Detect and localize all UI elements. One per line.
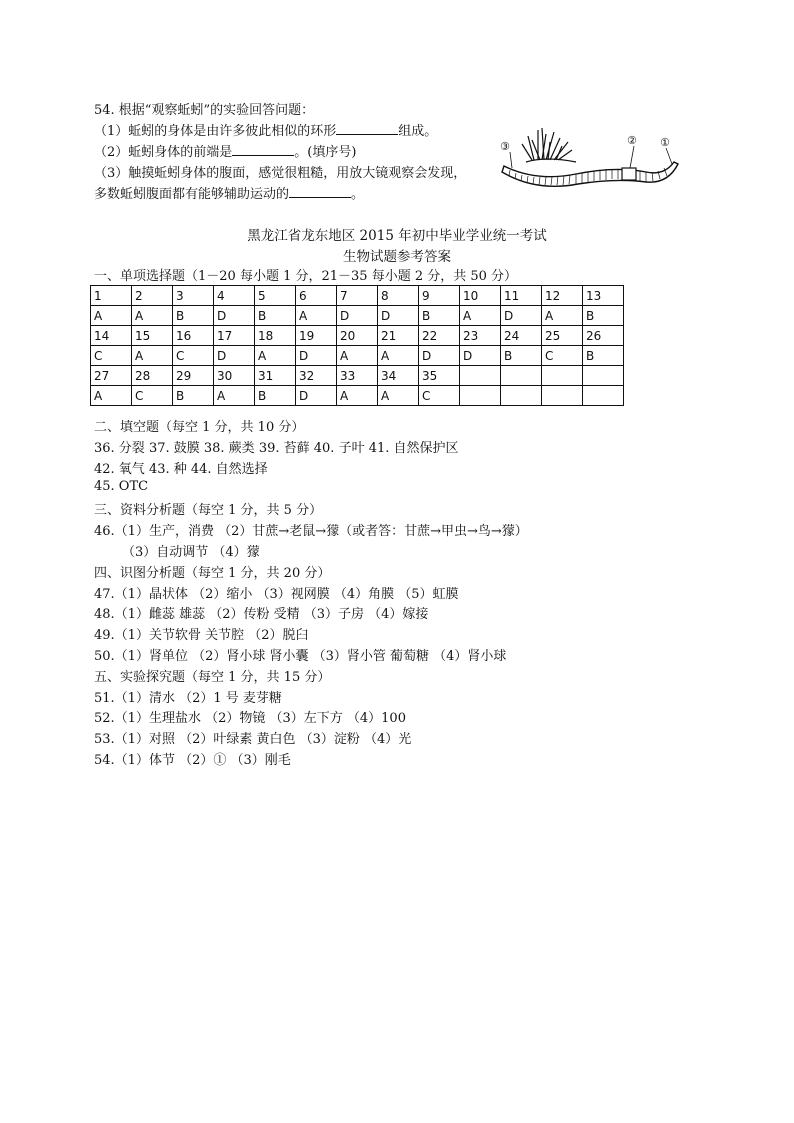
table-cell: A <box>337 346 378 366</box>
choice-answer-table <box>90 285 624 406</box>
table-cell: 28 <box>132 366 173 386</box>
answer-46-line-2: （3）自动调节 （4）獴 <box>122 545 260 560</box>
table-cell <box>460 366 501 386</box>
answer-row <box>91 346 624 366</box>
table-cell: A <box>91 306 132 326</box>
table-cell: A <box>132 346 173 366</box>
table-cell: A <box>378 386 419 406</box>
table-cell: A <box>214 386 255 406</box>
question-number-row <box>91 286 624 306</box>
answer-51: 51.（1）清水 （2）1 号 麦芽糖 <box>94 691 282 706</box>
table-cell: 25 <box>542 326 583 346</box>
table-cell: 10 <box>460 286 501 306</box>
table-cell: 16 <box>173 326 214 346</box>
section-2-heading: 二、填空题（每空 1 分，共 10 分） <box>94 420 305 435</box>
table-cell: 12 <box>542 286 583 306</box>
table-cell: 9 <box>419 286 460 306</box>
table-cell <box>501 366 542 386</box>
answer-45: 45. OTC <box>94 479 149 494</box>
question-54-line-1 <box>94 120 437 139</box>
question-54-title: 54. 根据“观察蚯蚓”的实验回答问题： <box>94 103 315 118</box>
table-cell: 30 <box>214 366 255 386</box>
figure-label-3: ③ <box>500 140 510 153</box>
worm-body <box>502 162 678 186</box>
table-cell: 13 <box>583 286 624 306</box>
grass-icon <box>522 128 576 162</box>
table-cell: A <box>337 386 378 406</box>
question-54-line-2 <box>94 141 356 160</box>
question-number-row <box>91 366 624 386</box>
table-cell: C <box>542 346 583 366</box>
table-cell: 32 <box>296 366 337 386</box>
table-cell: 15 <box>132 326 173 346</box>
table-cell: C <box>132 386 173 406</box>
table-cell: 11 <box>501 286 542 306</box>
table-cell: C <box>173 346 214 366</box>
table-cell: 26 <box>583 326 624 346</box>
table-cell: 20 <box>337 326 378 346</box>
table-cell: A <box>296 306 337 326</box>
table-cell: 14 <box>91 326 132 346</box>
table-cell: B <box>583 306 624 326</box>
answer-row <box>91 306 624 326</box>
table-cell: D <box>460 346 501 366</box>
answer-49: 49.（1）关节软骨 关节腔 （2）脱臼 <box>94 628 309 643</box>
table-cell: 18 <box>255 326 296 346</box>
question-54-line-3: （3）触摸蚯蚓身体的腹面，感觉很粗糙，用放大镜观察会发现， <box>94 166 467 181</box>
table-cell: D <box>419 346 460 366</box>
answers-36-41: 36. 分裂 37. 鼓膜 38. 蕨类 39. 苔藓 40. 子叶 41. 自然保护区 <box>94 441 459 456</box>
table-cell: 4 <box>214 286 255 306</box>
section-1-heading: 一、单项选择题（1－20 每小题 1 分，21－35 每小题 2 分，共 50 分） <box>94 269 518 284</box>
section-5-heading: 五、实验探究题（每空 1 分，共 15 分） <box>94 670 331 685</box>
answer-row <box>91 386 624 406</box>
table-cell: A <box>91 386 132 406</box>
table-cell: 29 <box>173 366 214 386</box>
table-cell: A <box>542 306 583 326</box>
table-cell: B <box>255 306 296 326</box>
table-cell <box>501 386 542 406</box>
answers-42-44: 42. 氧气 43. 种 44. 自然选择 <box>94 462 268 477</box>
q54-l1-tail: 组成。 <box>398 124 438 139</box>
answer-key-title: 黑龙江省龙东地区 2015 年初中毕业学业统一考试 <box>247 228 547 244</box>
table-cell: 35 <box>419 366 460 386</box>
q54-l1-text: （1）蚯蚓的身体是由许多彼此相似的环形 <box>94 124 337 139</box>
table-cell: 6 <box>296 286 337 306</box>
table-cell: D <box>296 386 337 406</box>
table-cell: 19 <box>296 326 337 346</box>
table-cell <box>542 386 583 406</box>
table-cell: C <box>419 386 460 406</box>
table-cell: A <box>255 346 296 366</box>
table-cell: 17 <box>214 326 255 346</box>
answer-key-subtitle: 生物试题参考答案 <box>343 249 451 265</box>
question-54-line-4 <box>94 183 364 202</box>
table-cell: 21 <box>378 326 419 346</box>
table-cell: A <box>378 346 419 366</box>
q54-l4-tail: 。 <box>351 187 365 202</box>
table-cell: 27 <box>91 366 132 386</box>
answer-53: 53.（1）对照 （2）叶绿素 黄白色 （3）淀粉 （4）光 <box>94 732 412 747</box>
table-cell: B <box>255 386 296 406</box>
answer-48: 48.（1）雌蕊 雄蕊 （2）传粉 受精 （3）子房 （4）嫁接 <box>94 607 429 622</box>
table-cell: A <box>132 306 173 326</box>
table-cell: B <box>419 306 460 326</box>
answer-blank <box>336 121 398 135</box>
table-cell: 24 <box>501 326 542 346</box>
table-cell: D <box>214 346 255 366</box>
table-cell: 23 <box>460 326 501 346</box>
figure-label-2: ② <box>627 134 637 147</box>
answer-47: 47.（1）晶状体 （2）缩小 （3）视网膜 （4）角膜 （5）虹膜 <box>94 587 459 602</box>
table-cell: D <box>501 306 542 326</box>
answer-46-line-1: 46.（1）生产，消费 （2）甘蔗→老鼠→獴（或者答：甘蔗→甲虫→鸟→獴） <box>94 524 528 539</box>
table-cell: D <box>337 306 378 326</box>
table-cell: A <box>460 306 501 326</box>
table-cell <box>583 366 624 386</box>
table-cell: D <box>296 346 337 366</box>
table-cell: 22 <box>419 326 460 346</box>
answer-54: 54.（1）体节 （2）① （3）刚毛 <box>94 753 291 768</box>
earthworm-figure <box>496 122 692 202</box>
answer-52: 52.（1）生理盐水 （2）物镜 （3）左下方 （4）100 <box>94 711 406 726</box>
figure-label-1: ① <box>660 136 670 149</box>
table-cell: B <box>583 346 624 366</box>
table-cell: 33 <box>337 366 378 386</box>
table-cell: B <box>501 346 542 366</box>
table-cell: 5 <box>255 286 296 306</box>
clitellum <box>622 168 636 180</box>
table-cell <box>583 386 624 406</box>
table-cell: 34 <box>378 366 419 386</box>
table-cell: B <box>173 306 214 326</box>
table-cell: D <box>214 306 255 326</box>
table-cell: 1 <box>91 286 132 306</box>
answer-blank <box>289 184 351 198</box>
table-cell: 31 <box>255 366 296 386</box>
table-cell: 2 <box>132 286 173 306</box>
section-3-heading: 三、资料分析题（每空 1 分，共 5 分） <box>94 503 323 518</box>
table-cell: C <box>91 346 132 366</box>
table-cell: B <box>173 386 214 406</box>
q54-l4-text: 多数蚯蚓腹面都有能够辅助运动的 <box>94 187 290 202</box>
table-cell: 7 <box>337 286 378 306</box>
section-4-heading: 四、识图分析题（每空 1 分，共 20 分） <box>94 566 331 581</box>
question-number-row <box>91 326 624 346</box>
q54-l2-text: （2）蚯蚓身体的前端是 <box>94 145 233 160</box>
table-cell <box>542 366 583 386</box>
table-cell: D <box>378 306 419 326</box>
table-cell <box>460 386 501 406</box>
answer-50: 50.（1）肾单位 （2）肾小球 肾小囊 （3）肾小管 葡萄糖 （4）肾小球 <box>94 649 507 664</box>
table-cell: 8 <box>378 286 419 306</box>
answer-blank <box>232 142 294 156</box>
q54-l2-tail: 。(填序号) <box>294 145 357 160</box>
table-cell: 3 <box>173 286 214 306</box>
